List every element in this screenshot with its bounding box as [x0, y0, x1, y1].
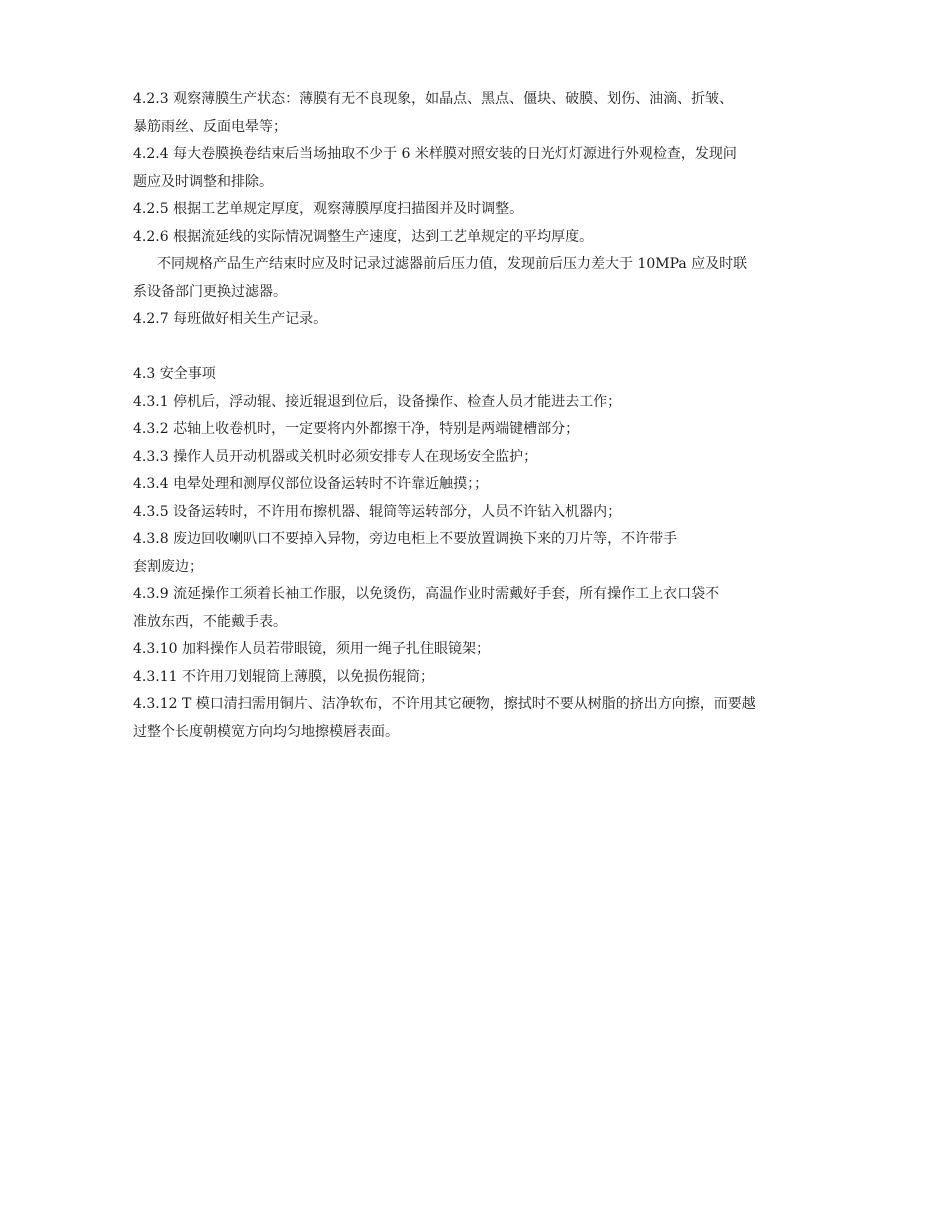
- clause-4-2-4-line-1: 4.2.4 每大卷膜换卷结束后当场抽取不少于 6 米样膜对照安装的日光灯灯源进行外观检查，发现问: [133, 146, 737, 162]
- clause-4-3-9-line-1: 4.3.9 流延操作工须着长袖工作服，以免烫伤，高温作业时需戴好手套，所有操作工上衣口袋不: [133, 586, 720, 602]
- clause-4-2-5: 4.2.5 根据工艺单规定厚度，观察薄膜厚度扫描图并及时调整。: [133, 201, 524, 217]
- clause-4-2-3-line-1: 4.2.3 观察薄膜生产状态：薄膜有无不良现象，如晶点、黑点、僵块、破膜、划伤、油滴、折皱、: [133, 91, 734, 107]
- clause-4-3-5: 4.3.5 设备运转时，不许用布擦机器、辊筒等运转部分，人员不许钻入机器内；: [133, 503, 622, 520]
- paragraph-spacer: [133, 334, 833, 362]
- clause-4-3-8-line-2: 套割废边；: [133, 558, 203, 575]
- clause-4-3-1: 4.3.1 停机后，浮动辊、接近辊退到位后，设备操作、检查人员才能进去工作；: [133, 393, 622, 410]
- clause-4-2-7: 4.2.7 每班做好相关生产记录。: [133, 311, 328, 327]
- clause-4-3-2: 4.3.2 芯轴上收卷机时，一定要将内外都擦干净，特别是两端键槽部分；: [133, 421, 580, 437]
- clause-4-2-6: 4.2.6 根据流延线的实际情况调整生产速度，达到工艺单规定的平均厚度。: [133, 228, 594, 245]
- clause-4-3-8-line-1: 4.3.8 废边回收喇叭口不要掉入异物，旁边电柜上不要放置调换下来的刀片等，不许带手: [133, 531, 678, 547]
- clause-4-2-4-line-2: 题应及时调整和排除。: [133, 173, 273, 190]
- filter-note-line-2: 系设备部门更换过滤器。: [133, 283, 287, 300]
- clause-4-3-12-line-2: 过整个长度朝模宽方向均匀地擦模唇表面。: [133, 723, 399, 740]
- filter-note-line-1: 不同规格产品生产结束时应及时记录过滤器前后压力值，发现前后压力差大于 10MPa 应及时联: [157, 256, 748, 272]
- clause-4-3-3: 4.3.3 操作人员开动机器或关机时必须安排专人在现场安全监护；: [133, 448, 538, 465]
- document-body: [133, 86, 833, 746]
- clause-4-3-10: 4.3.10 加料操作人员若带眼镜，须用一绳子扎住眼镜架；: [133, 641, 490, 657]
- clause-4-3-4: 4.3.4 电晕处理和测厚仪部位设备运转时不许靠近触摸；；: [133, 476, 489, 492]
- section-4-3-heading: 4.3 安全事项: [133, 366, 216, 382]
- clause-4-3-11: 4.3.11 不许用刀划辊筒上薄膜，以免损伤辊筒；: [133, 668, 434, 685]
- clause-4-2-3-line-2: 暴筋雨丝、反面电晕等；: [133, 118, 287, 135]
- clause-4-3-9-line-2: 准放东西，不能戴手表。: [133, 613, 287, 630]
- clause-4-3-12-line-1: 4.3.12 T 模口清扫需用铜片、洁净软布，不许用其它硬物，擦拭时不要从树脂的挤出方向擦，而要越: [133, 696, 756, 712]
